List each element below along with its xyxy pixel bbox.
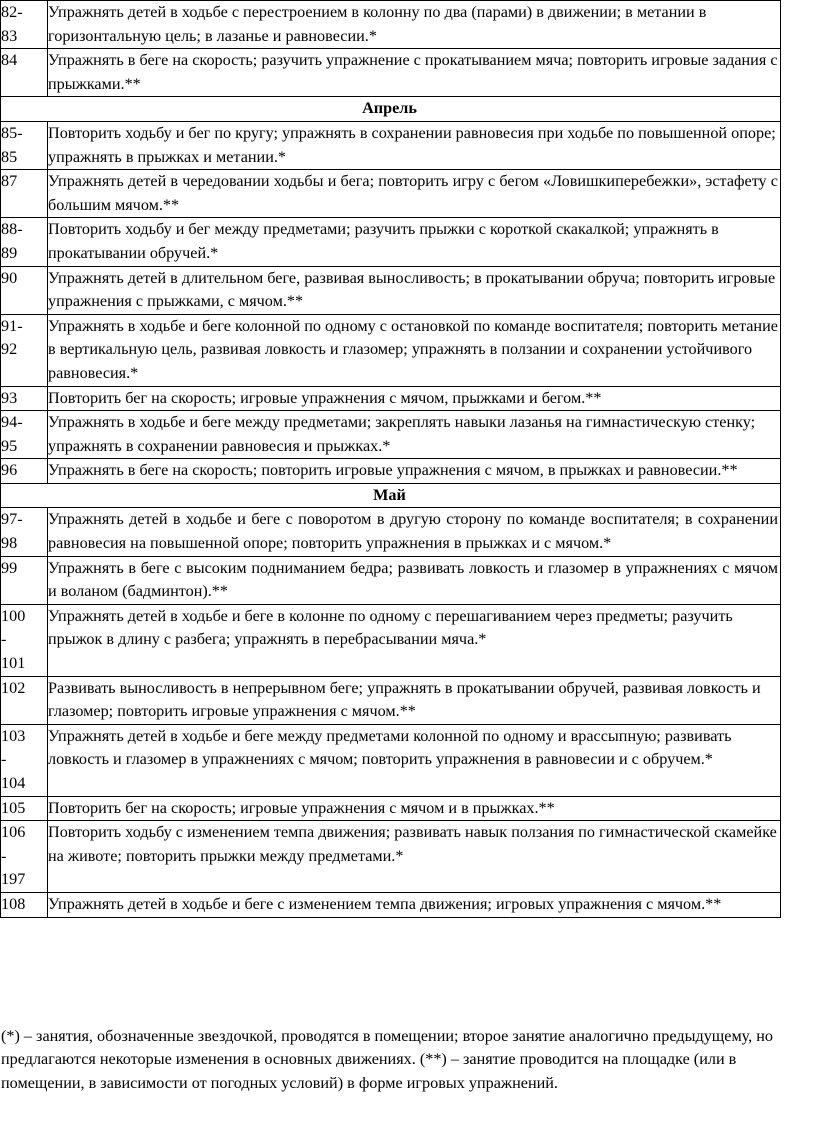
lesson-number: 105 <box>1 796 48 821</box>
lesson-number: 96 <box>1 459 48 484</box>
lesson-description: Упражнять в беге на скорость; повторить игровые упражнения с мячом, в прыжках и равновесии.** <box>48 459 781 484</box>
lesson-description: Упражнять детей в ходьбе и беге с изменением темпа движения; игровых упражнения с мячом.** <box>48 892 781 917</box>
lesson-row <box>1 821 781 893</box>
lesson-number: 103 - 104 <box>1 724 48 796</box>
lesson-number: 85- 85 <box>1 121 48 169</box>
lesson-row <box>1 556 781 604</box>
lesson-row <box>1 676 781 724</box>
lesson-row <box>1 724 781 796</box>
lesson-description: Упражнять детей в ходьбе и беге между предметами колонной по одному и врассыпную; развивать ловкость и глазомер в упражнениях с мячом; повторить упражнения в равновесии и с обручем.* <box>48 724 781 796</box>
lesson-number: 97- 98 <box>1 508 48 556</box>
lesson-description: Упражнять детей в длительном беге, развивая выносливость; в прокатывании обруча; повторить игровые упражнения с прыжками, с мячом.** <box>48 266 781 314</box>
lesson-row <box>1 170 781 218</box>
lesson-row <box>1 508 781 556</box>
lesson-number: 87 <box>1 170 48 218</box>
lesson-row <box>1 892 781 917</box>
lesson-number: 93 <box>1 386 48 411</box>
lesson-description: Развивать выносливость в непрерывном беге; упражнять в прокатывании обручей, развивая ловкость и глазомер; повторить игровые упражнения с мячом.** <box>48 676 781 724</box>
lesson-description: Повторить ходьбу с изменением темпа движения; развивать навык ползания по гимнастической скамейке на животе; повторить прыжки между предметами.* <box>48 821 781 893</box>
lesson-number: 82- 83 <box>1 1 48 49</box>
lesson-row <box>1 1 781 49</box>
lesson-description: Упражнять детей в ходьбе с перестроением в колонну по два (парами) в движении; в метании в горизонтальную цель; в лазанье и равновесии.* <box>48 1 781 49</box>
lesson-description: Повторить бег на скорость; игровые упражнения с мячом, прыжками и бегом.** <box>48 386 781 411</box>
lesson-number: 99 <box>1 556 48 604</box>
lesson-number: 84 <box>1 49 48 97</box>
lesson-row <box>1 266 781 314</box>
lesson-number: 91- 92 <box>1 314 48 386</box>
lesson-description: Повторить ходьбу и бег по кругу; упражнять в сохранении равновесия при ходьбе по повышенной опоре; упражнять в прыжках и метании.* <box>48 121 781 169</box>
lesson-row <box>1 604 781 676</box>
lesson-description: Упражнять детей в чередовании ходьбы и бега; повторить игру с бегом «Ловишкиперебежки», эстафету с большим мячом.** <box>48 170 781 218</box>
lesson-number: 88- 89 <box>1 218 48 266</box>
lesson-description: Повторить ходьбу и бег между предметами; разучить прыжки с короткой скакалкой; упражнять в прокатывании обручей.* <box>48 218 781 266</box>
lesson-description: Упражнять в беге с высоким подниманием бедра; развивать ловкость и глазомер в упражнениях с мячом и воланом (бадминтон).** <box>48 556 781 604</box>
lesson-number: 108 <box>1 892 48 917</box>
month-title: Апрель <box>1 97 781 122</box>
lesson-number: 106 - 197 <box>1 821 48 893</box>
lesson-row <box>1 796 781 821</box>
lesson-description: Повторить бег на скорость; игровые упражнения с мячом и в прыжках.** <box>48 796 781 821</box>
lesson-number: 94- 95 <box>1 411 48 459</box>
lesson-row <box>1 386 781 411</box>
lesson-plan-body <box>1 1 781 918</box>
lesson-row <box>1 121 781 169</box>
lesson-number: 100 - 101 <box>1 604 48 676</box>
lesson-description: Упражнять детей в ходьбе и беге в колонне по одному с перешагиванием через предметы; разучить прыжок в длину с разбега; упражнять в перебрасывании мяча.* <box>48 604 781 676</box>
month-title: Май <box>1 483 781 508</box>
lesson-number: 102 <box>1 676 48 724</box>
lesson-number: 90 <box>1 266 48 314</box>
lesson-row <box>1 314 781 386</box>
lesson-row <box>1 411 781 459</box>
lesson-description: Упражнять в беге на скорость; разучить упражнение с прокатыванием мяча; повторить игровые задания с прыжками.** <box>48 49 781 97</box>
lesson-description: Упражнять в ходьбе и беге между предметами; закреплять навыки лазанья на гимнастическую стенку; упражнять в сохранении равновесия и прыжках.* <box>48 411 781 459</box>
month-header-row <box>1 97 781 122</box>
lesson-row <box>1 49 781 97</box>
lesson-description: Упражнять в ходьбе и беге колонной по одному с остановкой по команде воспитателя; повторить метание в вертикальную цель, развивая ловкость и глазомер; упражнять в ползании и сохранении устойчивого равновесия.* <box>48 314 781 386</box>
lesson-row <box>1 459 781 484</box>
month-header-row <box>1 483 781 508</box>
lesson-row <box>1 218 781 266</box>
lesson-description: Упражнять детей в ходьбе и беге с поворотом в другую сторону по команде воспитателя; в сохранении равновесия на повышенной опоре; повторить упражнения в прыжках и с мячом.* <box>48 508 781 556</box>
footnote: (*) – занятия, обозначенные звездочкой, проводятся в помещении; второе занятие аналогично предыдущему, но предлагаются некоторые изменения в основных движениях. (**) – занятие проводится на площадке (или в помещении, в зависимости от погодных условий) в форме игровых упражнений. <box>1 1027 774 1092</box>
